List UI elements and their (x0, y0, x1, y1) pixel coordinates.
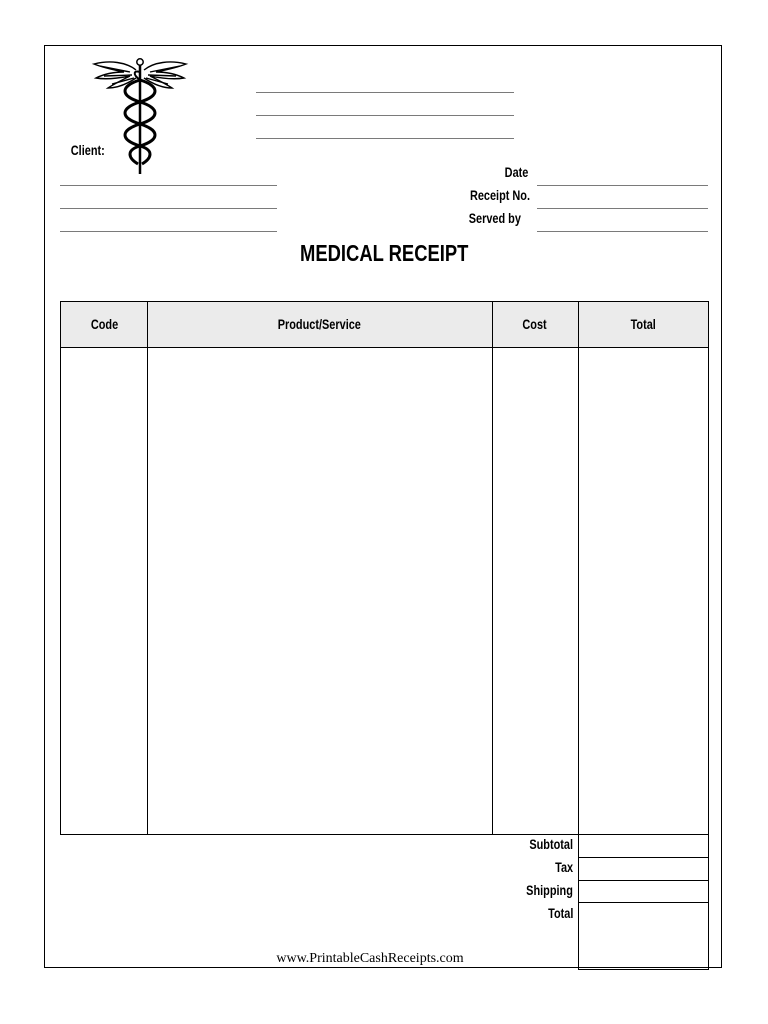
receipt-no-label: Receipt No. (469, 187, 530, 203)
column-header-code: Code (90, 316, 118, 332)
column-header-cost: Cost (522, 316, 548, 332)
shipping-label: Shipping (526, 882, 573, 898)
header-line-3[interactable] (256, 138, 514, 139)
subtotal-field[interactable] (578, 834, 709, 858)
column-header-total: Total (630, 316, 656, 332)
total-label: Total (547, 905, 573, 921)
code-column-body[interactable] (61, 348, 147, 834)
items-table (60, 301, 709, 835)
page-title: MEDICAL RECEIPT (299, 240, 469, 266)
cost-column-body[interactable] (493, 348, 578, 834)
client-label: Client: (70, 142, 105, 158)
total-column-body[interactable] (579, 348, 708, 834)
date-line[interactable] (537, 185, 708, 186)
date-label: Date (504, 164, 528, 180)
header-line-2[interactable] (256, 115, 514, 116)
tax-field[interactable] (578, 857, 709, 881)
receipt-no-line[interactable] (537, 208, 708, 209)
subtotal-label: Subtotal (529, 836, 573, 852)
client-line-1[interactable] (60, 185, 277, 186)
product-service-column-body[interactable] (148, 348, 492, 834)
column-header-product-service: Product/Service (277, 316, 362, 332)
client-line-2[interactable] (60, 208, 277, 209)
header-line-1[interactable] (256, 92, 514, 93)
shipping-field[interactable] (578, 880, 709, 903)
tax-label: Tax (554, 859, 573, 875)
served-by-line[interactable] (537, 231, 708, 232)
served-by-label: Served by (468, 210, 521, 226)
caduceus-icon (90, 56, 190, 176)
footer-website: www.PrintableCashReceipts.com (276, 951, 464, 966)
client-line-3[interactable] (60, 231, 277, 232)
